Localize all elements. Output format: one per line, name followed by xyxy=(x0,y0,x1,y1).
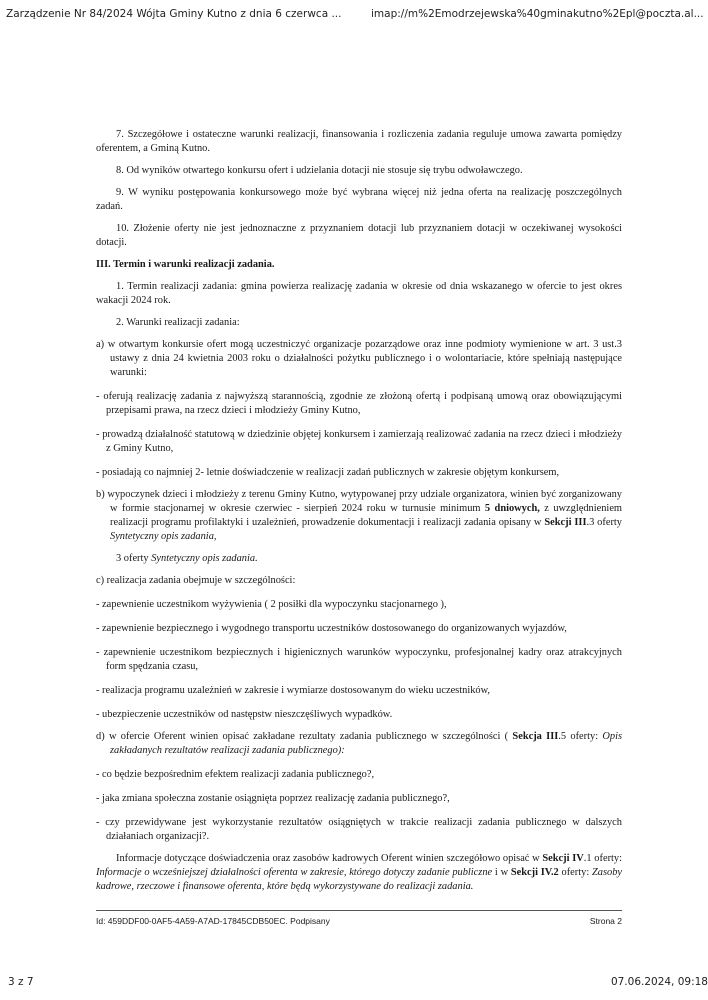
condition-b-extra: 3 oferty Syntetyczny opis zadania. xyxy=(116,553,258,564)
condition-c-item-3: - zapewnienie uczestnikom bezpiecznych i higienicznych warunków wypoczynku, profesjonalnej kadry oraz atrakcyjnych form spędzania czasu, xyxy=(96,647,622,672)
paragraph-9: 9. W wyniku postępowania konkursowego może być wybrana więcej niż jedna oferta na realizację poszczególnych zadań. xyxy=(96,187,622,212)
print-datetime: 07.06.2024, 09:18 xyxy=(610,976,708,988)
term-paragraph-2: 2. Warunki realizacji zadania: xyxy=(116,317,240,328)
print-header xyxy=(0,0,708,28)
paragraph-8: 8. Od wyników otwartego konkursu ofert i udzielania dotacji nie stosuje się trybu odwoławczego. xyxy=(116,165,523,176)
condition-d-item-3: - czy przewidywane jest wykorzystanie rezultatów osiągniętych w trakcie realizacji zadania publicznego w dalszych działaniach organizacji?. xyxy=(96,817,622,842)
condition-d: d) w ofercie Oferent winien opisać zakładane rezultaty zadania publicznego w szczególności ( Sekcja III.5 oferty: Opis zakładanych rezultatów realizacji zadania publicznego): xyxy=(96,731,623,756)
condition-b: b) wypoczynek dzieci i młodzieży z terenu Gminy Kutno, wytypowanej przy udziale organizatora, winien być zorganizowany w formie stacjonarnej w okresie czerwiec - sierpień 2024 roku w turnusie minimum 5 dniowych, z uwzględnieniem realizacji programu profilaktyki i uzależnień, prowadzenie dokumentacji i realizacji zadania opisany w Sekcji III.3 oferty Syntetyczny opis zadania, xyxy=(96,489,623,542)
paragraph-10: 10. Złożenie oferty nie jest jednoznaczne z przyznaniem dotacji lub przyznaniem dotacji w oczekiwanej wysokości dotacji. xyxy=(96,223,622,248)
info-paragraph: Informacje dotyczące doświadczenia oraz zasobów kadrowych Oferent winien szczegółowo opisać w Sekcji IV.1 oferty: Informacje o wcześniejszej działalności oferenta w zakresie, którego dotyczy zadanie publiczne i w Sekcji IV.2 oferty: Zasoby kadrowe, rzeczowe i finansowe oferenta, które będą wykorzystywane do realizacji zadania. xyxy=(96,853,623,892)
print-footer xyxy=(0,966,708,996)
condition-a: a) w otwartym konkursie ofert mogą uczestniczyć organizacje pozarządowe oraz inne podmioty wymienione w art. 3 ust.3 ustawy z dnia 24 kwietnia 2003 roku o działalności pożytku publicznego i o wolontariacie, które spełniają następujące warunki: xyxy=(96,339,622,378)
condition-c-item-2: - zapewnienie bezpiecznego i wygodnego transportu uczestników dostosowanego do organizowanych wyjazdów, xyxy=(96,623,567,634)
condition-c-item-5: - ubezpieczenie uczestników od następstw nieszczęśliwych wypadków. xyxy=(96,709,393,720)
condition-d-item-2: - jaka zmiana społeczna zostanie osiągnięta poprzez realizację zadania publicznego?, xyxy=(96,793,450,804)
print-page-count: 3 z 7 xyxy=(8,976,34,988)
term-paragraph-1: 1. Termin realizacji zadania: gmina powierza realizację zadania w okresie od dnia wskazanego w ofercie to jest okres wakacji 2024 rok. xyxy=(96,281,622,306)
document-page-number: Strona 2 xyxy=(589,916,622,926)
section-heading-3: III. Termin i warunki realizacji zadania. xyxy=(96,259,275,270)
condition-a-item-3: - posiadają co najmniej 2- letnie doświadczenie w realizacji zadań publicznych w zakresie objętym konkursem, xyxy=(96,467,560,478)
document-id: Id: 459DDF00-0AF5-4A59-A7AD-17845CDB50EC. Podpisany xyxy=(96,916,330,926)
condition-c-item-1: - zapewnienie uczestnikom wyżywienia ( 2 posiłki dla wypoczynku stacjonarnego ), xyxy=(96,599,447,610)
document-page xyxy=(96,128,622,894)
condition-d-item-1: - co będzie bezpośrednim efektem realizacji zadania publicznego?, xyxy=(96,769,375,780)
condition-c: c) realizacja zadania obejmuje w szczególności: xyxy=(96,575,296,586)
condition-c-item-4: - realizacja programu uzależnień w zakresie i wymiarze dostosowanym do wieku uczestników, xyxy=(96,685,491,696)
document-footer xyxy=(96,910,622,926)
condition-a-item-1: - oferują realizację zadania z najwyższą starannością, zgodnie ze złożoną ofertą i podpisaną umową oraz obowiązującymi przepisami prawa, na rzecz dzieci i młodzieży Gminy Kutno, xyxy=(96,391,622,416)
condition-a-item-2: - prowadzą działalność statutową w dziedzinie objętej konkursem i zamierzają realizować zadania na rzecz dzieci i młodzieży z Gminy Kutno, xyxy=(96,429,622,454)
print-header-title: Zarządzenie Nr 84/2024 Wójta Gminy Kutno z dnia 6 czerwca ... xyxy=(6,8,342,20)
print-header-url: imap://m%2Emodrzejewska%40gminakutno%2Epl@poczta.al... xyxy=(371,8,704,20)
paragraph-7: 7. Szczegółowe i ostateczne warunki realizacji, finansowania i rozliczenia zadania reguluje umowa zawarta pomiędzy oferentem, a Gminą Kutno. xyxy=(96,129,622,154)
